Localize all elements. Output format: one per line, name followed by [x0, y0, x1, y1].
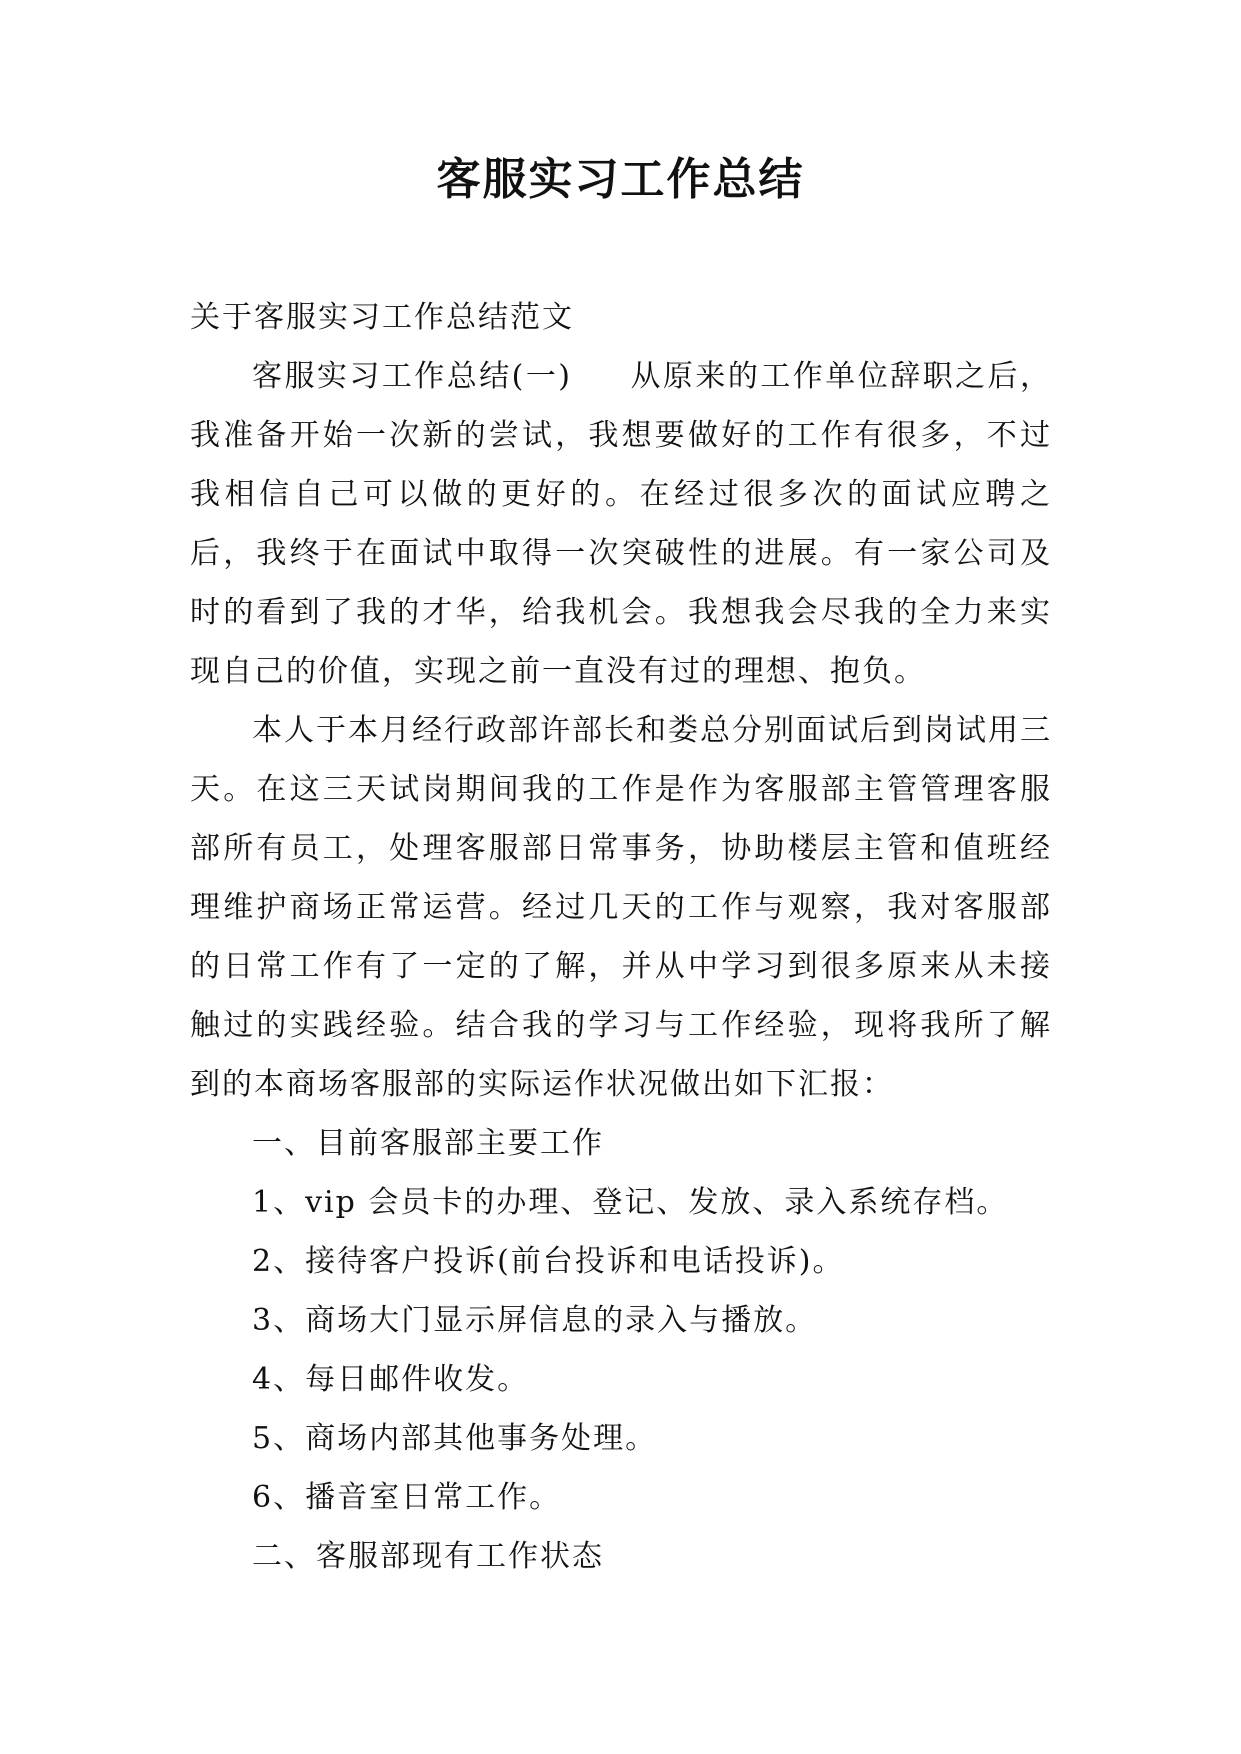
list-item: 5、商场内部其他事务处理。	[252, 1421, 658, 1456]
section-two-heading: 二、客服部现有工作状态	[252, 1539, 604, 1574]
heading-line: 关于客服实习工作总结范文	[190, 300, 574, 335]
section-one-heading: 一、目前客服部主要工作	[252, 1126, 604, 1161]
paragraph-intro	[190, 347, 1052, 701]
list-item: 4、每日邮件收发。	[252, 1362, 530, 1397]
section-label: 客服实习工作总结(一)	[252, 359, 573, 394]
list-item: 2、接待客户投诉(前台投诉和电话投诉)。	[252, 1244, 845, 1279]
list-item: 1、vip 会员卡的办理、登记、发放、录入系统存档。	[252, 1185, 1009, 1220]
paragraph-1-text: 从原来的工作单位辞职之后，我准备开始一次新的尝试，我想要做好的工作有很多，不过我相信自己可以做的更好的。在经过很多次的面试应聘之后，我终于在面试中取得一次突破性的进展。有一家公司及时的看到了我的才华，给我机会。我想我会尽我的全力来实现自己的价值，实现之前一直没有过的理想、抱负。	[190, 359, 1052, 689]
paragraph-2: 本人于本月经行政部许部长和娄总分别面试后到岗试用三天。在这三天试岗期间我的工作是作为客服部主管管理客服部所有员工，处理客服部日常事务，协助楼层主管和值班经理维护商场正常运营。经过几天的工作与观察，我对客服部的日常工作有了一定的了解，并从中学习到很多原来从未接触过的实践经验。结合我的学习与工作经验，现将我所了解到的本商场客服部的实际运作状况做出如下汇报：	[190, 713, 1052, 1102]
document-title: 客服实习工作总结	[436, 154, 805, 205]
list-item: 6、播音室日常工作。	[252, 1480, 562, 1515]
document-body	[190, 288, 1052, 1586]
list-item: 3、商场大门显示屏信息的录入与播放。	[252, 1303, 818, 1338]
